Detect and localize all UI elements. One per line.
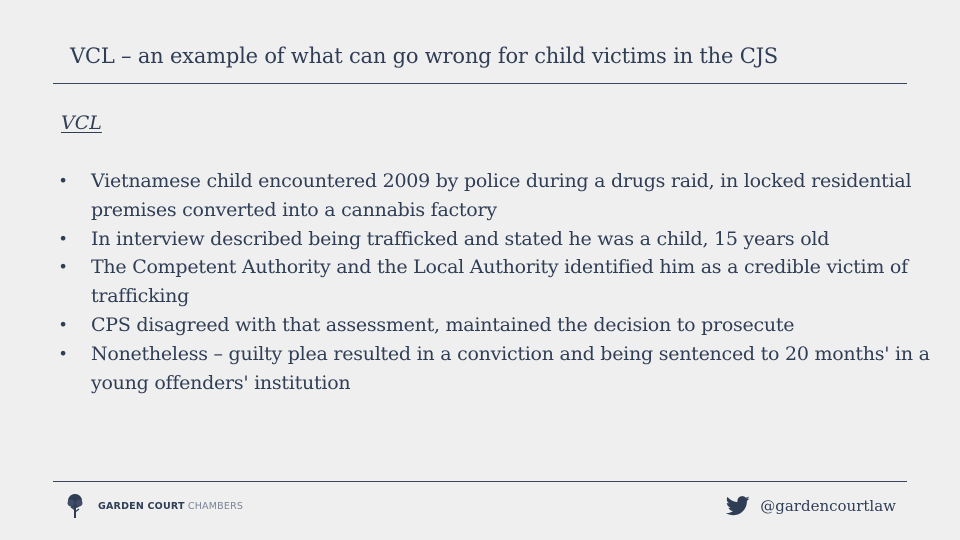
bullet-text: The Competent Authority and the Local Authority identified him as a credible victim of trafficking (91, 256, 908, 308)
bullet-marker: • (58, 228, 68, 248)
bullet-marker: • (58, 314, 68, 334)
tree-icon (66, 493, 84, 519)
bullet-marker: • (58, 171, 68, 190)
bullet-text: Nonetheless – guilty plea resulted in a conviction and being sentenced to 20 months' in a young offenders' institution (91, 342, 930, 394)
logo-wordmark-light: CHAMBERS (187, 500, 244, 512)
logo-wordmark (98, 501, 243, 512)
bullet-marker: • (58, 257, 68, 277)
slide-title: VCL – an example of what can go wrong for child victims in the CJS (70, 44, 778, 68)
logo-wordmark-bold: GARDEN COURT (98, 500, 185, 512)
chambers-logo (66, 493, 243, 519)
twitter-bird-icon (726, 496, 760, 516)
bullet-list (56, 167, 936, 397)
twitter-handle-group (726, 492, 896, 520)
bullet-text: CPS disagreed with that assessment, maintained the decision to prosecute (91, 313, 795, 336)
bullet-item (56, 225, 936, 254)
bullet-text: Vietnamese child encountered 2009 by police during a drugs raid, in locked residential premises converted into a cannabis factory (91, 170, 912, 221)
bullet-item (56, 340, 936, 398)
bullet-item (56, 311, 936, 340)
twitter-handle[interactable]: @gardencourtlaw (760, 497, 896, 515)
title-divider (53, 83, 907, 84)
slide-subtitle: VCL (61, 112, 102, 134)
footer-divider (53, 481, 907, 482)
bullet-item (56, 253, 936, 311)
bullet-marker: • (58, 343, 68, 363)
bullet-text: In interview described being trafficked and stated he was a child, 15 years old (91, 227, 830, 250)
bullet-item (56, 167, 936, 225)
